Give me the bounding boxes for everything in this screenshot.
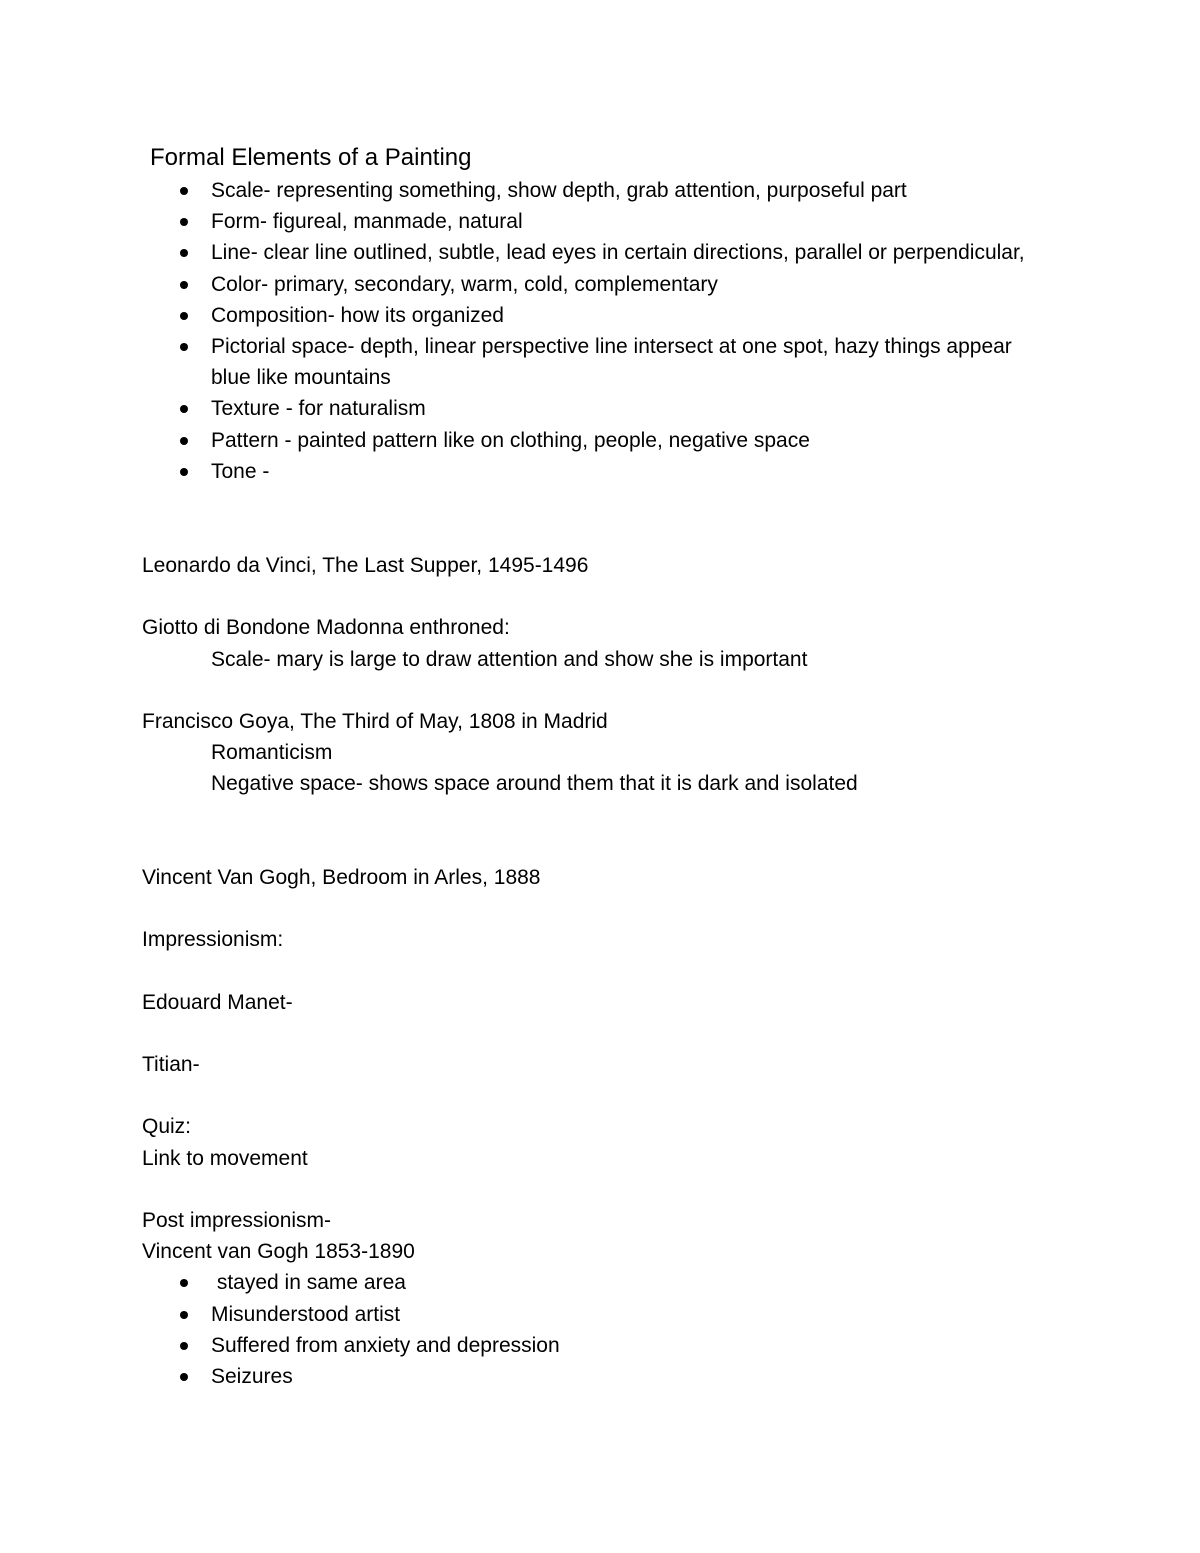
giotto-scale-line: Scale- mary is large to draw attention and show she is important [211, 647, 808, 671]
list-item: Misunderstood artist [142, 1299, 1041, 1330]
elements-list [142, 175, 1041, 487]
page-title: Formal Elements of a Painting [150, 144, 472, 171]
list-item: Scale- representing something, show depth, grab attention, purposeful part [142, 175, 1041, 206]
list-item: Seizures [142, 1361, 1041, 1392]
goya-line: Francisco Goya, The Third of May, 1808 in Madrid [142, 709, 608, 733]
list-item: Composition- how its organized [142, 300, 1041, 331]
bullet-icon [180, 187, 188, 195]
list-item: Pattern - painted pattern like on clothing, people, negative space [142, 425, 1041, 456]
list-item: Texture - for naturalism [142, 393, 1041, 424]
bullet-icon [180, 1373, 188, 1381]
last-supper-line: Leonardo da Vinci, The Last Supper, 1495-1496 [142, 554, 589, 577]
link-line: Link to movement [142, 1146, 308, 1170]
bullet-icon [180, 312, 188, 320]
impressionism-line: Impressionism: [142, 928, 284, 952]
bullet-icon [180, 249, 188, 257]
bullet-icon [180, 218, 188, 226]
quiz-line: Quiz: [142, 1115, 192, 1139]
list-item: Color- primary, secondary, warm, cold, complementary [142, 269, 1041, 300]
list-item: Suffered from anxiety and depression [142, 1330, 1041, 1361]
list-item: Line- clear line outlined, subtle, lead eyes in certain directions, parallel or perpendicular, [142, 237, 1041, 268]
list-item: Pictorial space- depth, linear perspective line intersect at one spot, hazy things appear blue like mountains [142, 331, 1041, 393]
manet-line: Edouard Manet- [142, 990, 293, 1014]
van-gogh-dates-line: Vincent van Gogh 1853-1890 [142, 1240, 415, 1264]
bullet-icon [180, 437, 188, 445]
bullet-icon [180, 1311, 188, 1319]
list-item: stayed in same area [142, 1267, 1041, 1298]
goya-movement-line: Romanticism [211, 741, 333, 765]
bullet-icon [180, 405, 188, 413]
post-impressionism-line: Post impressionism- [142, 1208, 332, 1232]
giotto-line: Giotto di Bondone Madonna enthroned: [142, 616, 510, 640]
goya-negative-line: Negative space- shows space around them that it is dark and isolated [211, 772, 858, 796]
bullet-icon [180, 281, 188, 289]
van-gogh-facts-list [142, 1267, 1041, 1392]
list-item: Form- figureal, manmade, natural [142, 206, 1041, 237]
bullet-icon [180, 1279, 188, 1287]
elements-list-block [142, 175, 1041, 487]
titian-line: Titian- [142, 1053, 200, 1076]
list-item: Tone - [142, 456, 1041, 487]
bullet-icon [180, 468, 188, 476]
bullet-icon [180, 1342, 188, 1350]
bullet-icon [180, 343, 188, 351]
van-gogh-bedroom-line: Vincent Van Gogh, Bedroom in Arles, 1888 [142, 865, 541, 889]
notes-block [142, 550, 1041, 1392]
